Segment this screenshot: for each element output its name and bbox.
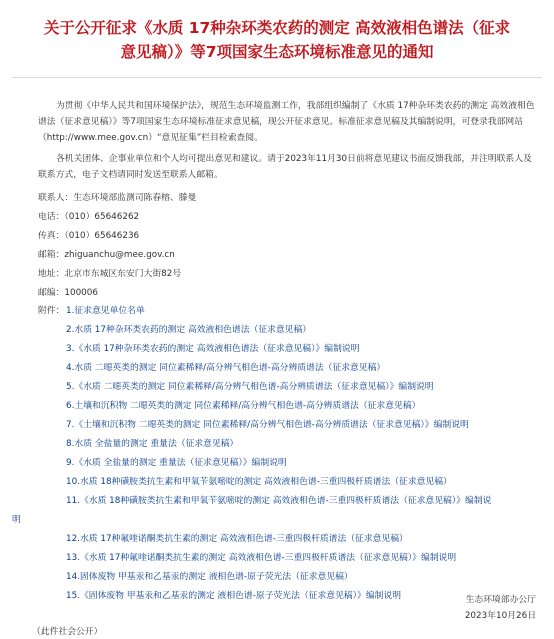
attachment-link-5[interactable]: 5.《水质 二噁英类的测定 同位素稀释/高分辨气相色谱-高分辨质谱法（征求意见稿）》编制说明 (66, 382, 434, 392)
attachment-link-9[interactable]: 9.《水质 全盐量的测定 重量法（征求意见稿）》编制说明 (66, 458, 287, 468)
attachment-link-15[interactable]: 15.《固体废物 甲基汞和乙基汞的测定 液相色谱-原子荧光法（征求意见稿）》编制说明 (66, 591, 402, 601)
attachment-link-1[interactable]: 1.征求意见单位名单 (66, 306, 145, 316)
attachment-link-11[interactable]: 11.《水质 18种磺胺类抗生素和甲氧苄氨嘧啶的测定 高效液相色谱-三重四极杆质谱法（征求意见稿）》编制说 (66, 496, 492, 506)
attachment-link-4[interactable]: 4.水质 二噁英类的测定 同位素稀释/高分辨气相色谱-高分辨质谱法（征求意见稿） (66, 363, 386, 373)
attachment-link-11-continued[interactable]: 明 (12, 515, 21, 525)
title-divider (12, 77, 542, 78)
intro-paragraph: 为贯彻《中华人民共和国环境保护法》，规范生态环境监测工作，我部组织编制了《水质 17种杂环类农药的测定 高效液相色谱法（征求意见稿）》等7项国家生态环境标准征求意见稿，现公开征求意见。标准征求意见稿及其编制说明，可登录我部网站（http://www.mee.gov.cn）“意见征集”栏目检索查阅。 (38, 101, 535, 143)
attachments-label: 附件： (38, 306, 65, 316)
attachment-link-3[interactable]: 3.《水质 17种杂环类农药的测定 高效液相色谱法（征求意见稿）》编制说明 (66, 344, 360, 354)
issue-date: 2023年10月26日 (464, 611, 536, 621)
notice-title-line2: 意见稿）》等7项国家生态环境标准意见的通知 (120, 43, 434, 61)
attachment-link-6[interactable]: 6.土壤和沉积物 二噁英类的测定 同位素稀释/高分辨气相色谱-高分辨质谱法（征求意见稿） (66, 401, 421, 411)
attachment-link-7[interactable]: 7.《土壤和沉积物 二噁英类的测定 同位素稀释/高分辨气相色谱-高分辨质谱法（征求意见稿）》编制说明 (66, 420, 469, 430)
contact-postcode: 邮编：100006 (38, 288, 98, 298)
attachment-link-12[interactable]: 12.水质 17种氟喹诺酮类抗生素的测定 高效液相色谱-三重四极杆质谱法（征求意见稿） (66, 534, 408, 544)
contact-address: 地址：北京市东城区东安门大街82号 (38, 269, 182, 279)
contact-email: 邮箱：zhiguanchu@mee.gov.cn (38, 250, 175, 260)
disclosure-note: （此件社会公开） (32, 627, 103, 637)
attachment-link-13[interactable]: 13.《水质 17种氟喹诺酮类抗生素的测定 高效液相色谱-三重四极杆质谱法（征求意见稿）》编制说明 (66, 553, 457, 563)
attachment-link-14[interactable]: 14.固体废物 甲基汞和乙基汞的测定 液相色谱-原子荧光法（征求意见稿） (66, 572, 353, 582)
issuer-name: 生态环境部办公厅 (465, 595, 536, 605)
attachment-link-2[interactable]: 2.水质 17种杂环类农药的测定 高效液相色谱法（征求意见稿） (66, 325, 312, 335)
attachment-link-8[interactable]: 8.水质 全盐量的测定 重量法（征求意见稿） (66, 439, 239, 449)
contact-fax: 传真：（010）65646236 (38, 231, 140, 241)
notice-title-line1: 关于公开征求《水质 17种杂环类农药的测定 高效液相色谱法（征求 (43, 19, 511, 37)
feedback-paragraph: 各机关团体、企事业单位和个人均可提出意见和建议。请于2023年11月30日前将意见建议书面反馈我部，并注明联系人及联系方式，电子文档请同时发送至联系人邮箱。 (38, 154, 532, 180)
notice-title (0, 16, 554, 64)
contact-person: 联系人：生态环境部监测司陈春榕、滕曼 (38, 193, 197, 203)
contact-phone: 电话：（010）65646262 (38, 212, 140, 222)
attachment-link-10[interactable]: 10.水质 18种磺胺类抗生素和甲氧苄氨嘧啶的测定 高效液相色谱-三重四极杆质谱法（征求意见稿） (66, 477, 452, 487)
